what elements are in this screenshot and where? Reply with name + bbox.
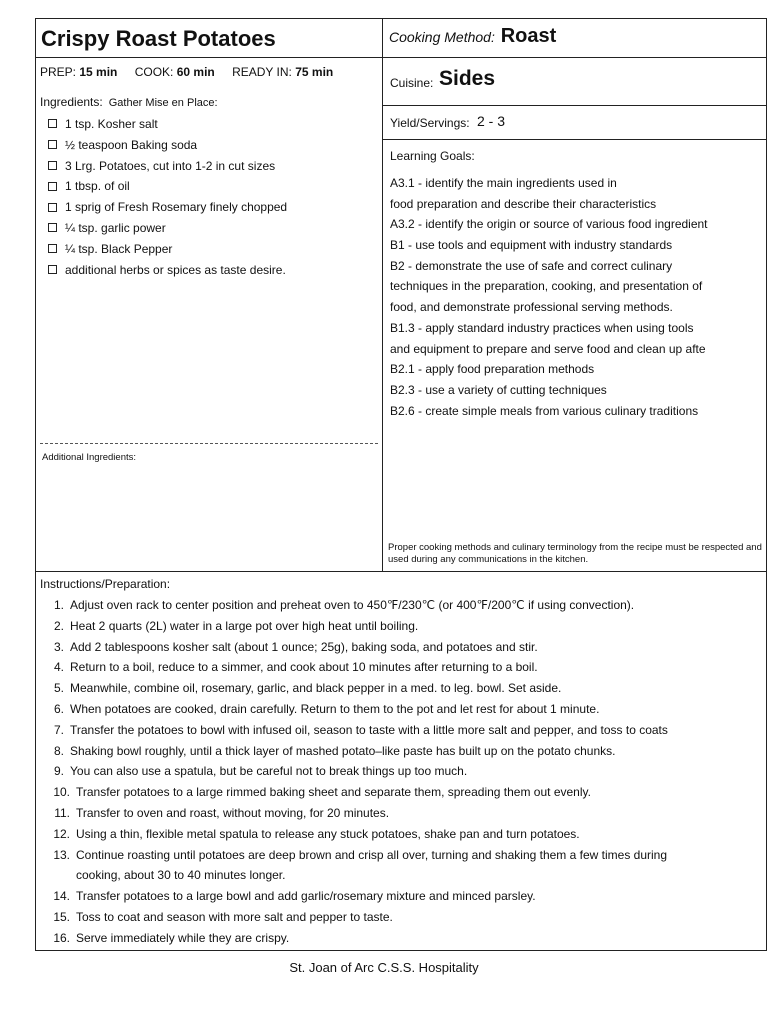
ingredient-item bbox=[48, 176, 287, 197]
learning-goal-line: B1 - use tools and equipment with industry standards bbox=[390, 238, 673, 253]
instructions-heading: Instructions/Preparation: bbox=[40, 577, 171, 591]
prep-value: 15 min bbox=[79, 65, 118, 79]
step-number: 11. bbox=[54, 805, 70, 820]
step-number: 1. bbox=[53, 598, 64, 612]
learning-goal-line: B1.3 - apply standard industry practices when using tools bbox=[390, 320, 694, 335]
additional-ingredients-label: Additional Ingredients: bbox=[42, 452, 137, 463]
ingredient-item bbox=[48, 197, 287, 218]
learning-goal-line: A3.1 - identify the main ingredients used in bbox=[390, 176, 617, 190]
instruction-step bbox=[44, 928, 668, 949]
step-text: You can also use a spatula, but be careful not to break things up too much. bbox=[70, 764, 468, 779]
ingredient-item bbox=[48, 114, 287, 135]
ingredient-text: 3 Lrg. Potatoes, cut into 1-2 in cut sizes bbox=[65, 158, 276, 173]
instruction-step bbox=[44, 678, 668, 699]
yield-label: Yield/Servings: bbox=[390, 116, 470, 130]
dashed-divider bbox=[40, 443, 378, 444]
cuisine-box bbox=[383, 57, 766, 106]
ready-value: 75 min bbox=[295, 65, 334, 79]
cuisine-label: Cuisine: bbox=[390, 76, 434, 90]
checkbox-icon[interactable] bbox=[48, 223, 57, 232]
ingredients-panel bbox=[36, 57, 383, 571]
learning-goal-line: B2.3 - use a variety of cutting techniques bbox=[390, 382, 607, 397]
checkbox-icon[interactable] bbox=[48, 119, 57, 128]
step-number: 7. bbox=[53, 722, 64, 737]
info-panel bbox=[383, 57, 766, 571]
yield-value: 2 - 3 bbox=[477, 113, 506, 129]
ingredient-item bbox=[48, 135, 287, 156]
learning-goal-line: B2 - demonstrate the use of safe and correct culinary bbox=[390, 258, 673, 273]
cook-label: COOK: bbox=[134, 65, 174, 79]
ingredient-text: additional herbs or spices as taste desire. bbox=[65, 262, 286, 277]
step-continuation: cooking, about 30 to 40 minutes longer. bbox=[76, 868, 286, 883]
instruction-step bbox=[44, 782, 668, 803]
instruction-step bbox=[44, 699, 668, 720]
ingredient-text: ¼ tsp. Black Pepper bbox=[65, 241, 173, 256]
instruction-step bbox=[44, 595, 668, 616]
step-text: Using a thin, flexible metal spatula to release any stuck potatoes, shake pan and turn potatoes. bbox=[76, 826, 580, 841]
step-text: Shaking bowl roughly, until a thick layer of mashed potato–like paste has built up on the potato chunks. bbox=[70, 743, 616, 758]
instruction-step bbox=[44, 657, 668, 678]
step-text: Serve immediately while they are crispy. bbox=[76, 930, 290, 945]
step-text: Heat 2 quarts (2L) water in a large pot over high heat until boiling. bbox=[70, 618, 419, 633]
instruction-step bbox=[44, 637, 668, 658]
ingredient-text: 1 tbsp. of oil bbox=[65, 179, 130, 194]
step-text: Transfer to oven and roast, without moving, for 20 minutes. bbox=[76, 805, 390, 820]
step-text: Transfer potatoes to a large bowl and add garlic/rosemary mixture and minced parsley. bbox=[76, 889, 536, 904]
learning-goal-line: food, and demonstrate professional serving methods. bbox=[390, 300, 673, 315]
learning-goals-list bbox=[390, 173, 766, 421]
times-row bbox=[40, 65, 347, 79]
instruction-step bbox=[44, 720, 668, 741]
cooking-method-value: Roast bbox=[500, 25, 557, 47]
instruction-step bbox=[44, 741, 668, 762]
instruction-step bbox=[44, 761, 668, 782]
yield-box bbox=[383, 106, 766, 140]
step-number: 13. bbox=[53, 847, 70, 862]
instruction-step bbox=[44, 886, 668, 907]
step-text: Continue roasting until potatoes are deep brown and crisp all over, turning and shaking them a few times during bbox=[76, 847, 668, 862]
step-number: 15. bbox=[53, 909, 70, 924]
learning-goal-line: and equipment to prepare and serve food and clean up afte bbox=[390, 341, 706, 356]
cook-value: 60 min bbox=[176, 65, 215, 79]
ingredient-item bbox=[48, 218, 287, 239]
cuisine-value: Sides bbox=[439, 67, 496, 90]
step-text: Toss to coat and season with more salt and pepper to taste. bbox=[76, 909, 393, 924]
step-number: 3. bbox=[53, 639, 64, 654]
learning-goal-line: A3.2 - identify the origin or source of various food ingredient bbox=[390, 217, 708, 232]
instructions-section bbox=[36, 571, 766, 952]
footer-school-name: St. Joan of Arc C.S.S. Hospitality bbox=[289, 960, 479, 975]
ingredient-item bbox=[48, 239, 287, 260]
recipe-title: Crispy Roast Potatoes bbox=[41, 26, 276, 51]
step-number: 9. bbox=[53, 764, 64, 779]
step-number: 5. bbox=[53, 681, 64, 696]
checkbox-icon[interactable] bbox=[48, 203, 57, 212]
learning-goal-line: food preparation and describe their characteristics bbox=[390, 196, 657, 211]
step-text: Transfer potatoes to a large rimmed baking sheet and separate them, spreading them out evenly. bbox=[76, 785, 591, 800]
learning-goals-heading: Learning Goals: bbox=[390, 149, 475, 163]
step-number: 14. bbox=[53, 889, 70, 904]
step-number: 4. bbox=[53, 660, 64, 675]
ingredient-text: ½ teaspoon Baking soda bbox=[65, 137, 198, 152]
instruction-step bbox=[44, 803, 668, 824]
step-text: When potatoes are cooked, drain carefully. Return to them to the pot and let rest for about 1 minute. bbox=[70, 701, 600, 716]
ingredient-item bbox=[48, 156, 287, 177]
step-text: Meanwhile, combine oil, rosemary, garlic, and black pepper in a med. to leg. bowl. Set aside. bbox=[70, 681, 562, 696]
step-text: Adjust oven rack to center position and preheat oven to 450℉/230℃ (or 400℉/200℃ if using convection). bbox=[70, 598, 635, 612]
divider bbox=[382, 19, 383, 57]
mise-en-place-label: Gather Mise en Place: bbox=[108, 97, 218, 109]
step-number: 12. bbox=[53, 826, 70, 841]
recipe-card bbox=[35, 18, 767, 951]
ready-label: READY IN: bbox=[232, 65, 292, 79]
cooking-method-label: Cooking Method: bbox=[389, 29, 495, 45]
checkbox-icon[interactable] bbox=[48, 244, 57, 253]
instruction-step bbox=[44, 845, 668, 866]
title-row bbox=[36, 19, 766, 58]
step-number: 8. bbox=[53, 743, 64, 758]
step-number: 2. bbox=[53, 618, 64, 633]
checkbox-icon[interactable] bbox=[48, 140, 57, 149]
checkbox-icon[interactable] bbox=[48, 182, 57, 191]
ingredient-item bbox=[48, 260, 287, 281]
ingredient-list bbox=[48, 114, 287, 280]
step-text: Transfer the potatoes to bowl with infused oil, season to taste with a little more salt and pepper, and toss to coats bbox=[70, 722, 668, 737]
prep-label: PREP: bbox=[40, 65, 77, 79]
step-number: 6. bbox=[53, 701, 64, 716]
step-text: Add 2 tablespoons kosher salt (about 1 ounce; 25g), baking soda, and potatoes and stir. bbox=[70, 639, 538, 654]
ingredient-text: 1 tsp. Kosher salt bbox=[65, 117, 158, 131]
step-number: 16. bbox=[53, 930, 70, 945]
ingredients-heading bbox=[40, 95, 218, 109]
instruction-steps bbox=[44, 595, 668, 949]
instruction-step bbox=[44, 907, 668, 928]
learning-goal-line: B2.6 - create simple meals from various culinary traditions bbox=[390, 403, 699, 418]
step-text: Return to a boil, reduce to a simmer, and cook about 10 minutes after returning to a boil. bbox=[70, 660, 538, 675]
checkbox-icon[interactable] bbox=[48, 265, 57, 274]
learning-goal-line: techniques in the preparation, cooking, and presentation of bbox=[390, 279, 703, 294]
learning-goal-line: B2.1 - apply food preparation methods bbox=[390, 362, 595, 377]
terminology-note: Proper cooking methods and culinary terminology from the recipe must be respected and used during any communications in the kitchen. bbox=[388, 542, 762, 565]
step-number: 10. bbox=[53, 785, 70, 800]
instruction-step bbox=[44, 616, 668, 637]
ingredient-text: 1 sprig of Fresh Rosemary finely chopped bbox=[65, 200, 288, 215]
ingredient-text: ¼ tsp. garlic power bbox=[65, 220, 166, 235]
cooking-method bbox=[389, 25, 556, 48]
ingredients-label: Ingredients: bbox=[40, 95, 103, 109]
instruction-step bbox=[44, 824, 668, 845]
checkbox-icon[interactable] bbox=[48, 161, 57, 170]
